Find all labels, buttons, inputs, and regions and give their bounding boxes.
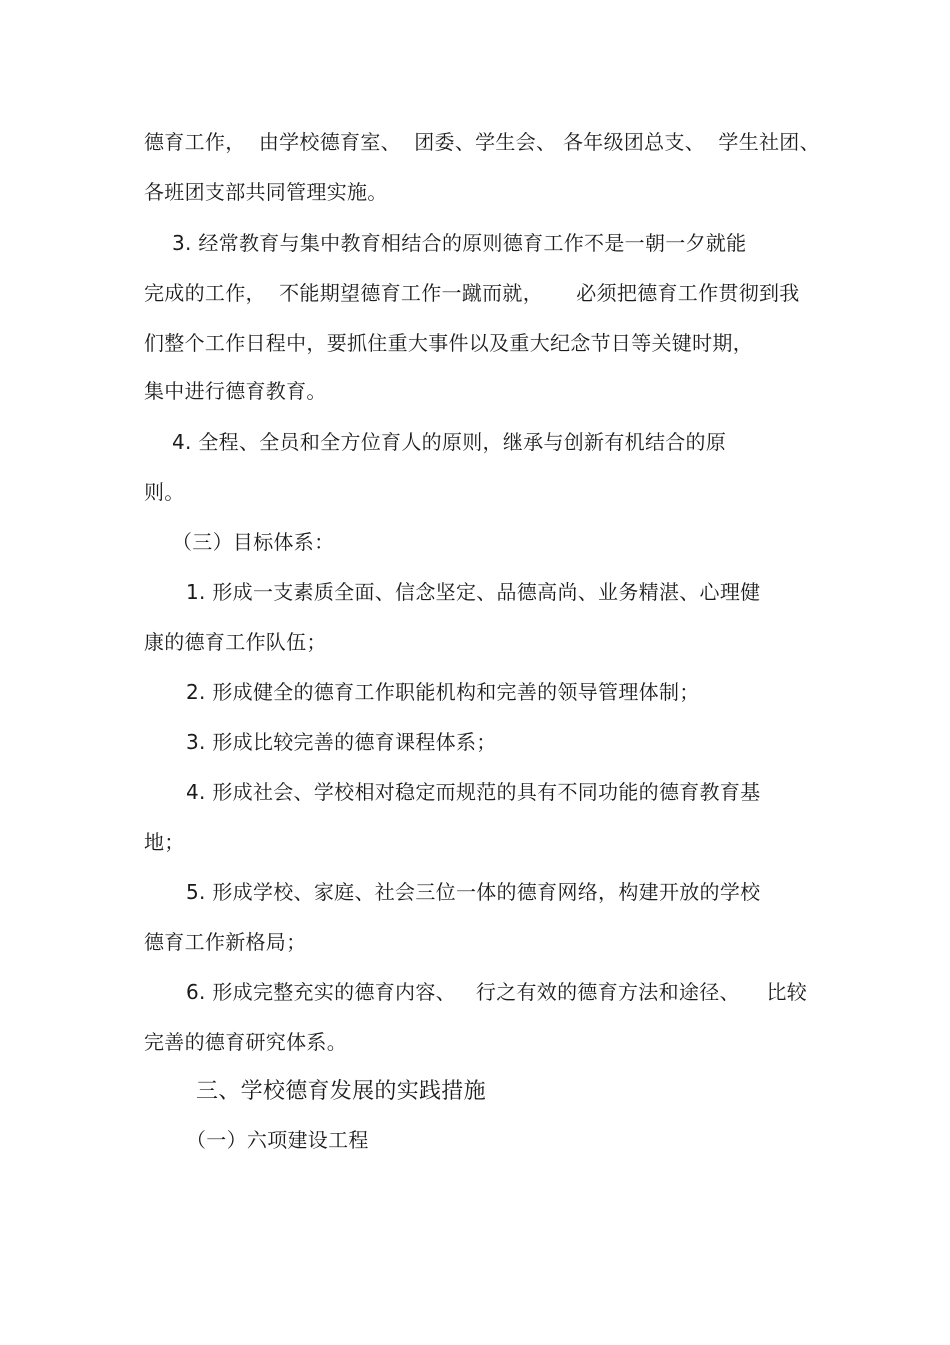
text-line-16: 5. 形成学校、家庭、社会三位一体的德育网络，构建开放的学校 bbox=[186, 880, 761, 904]
text-line-12: 2. 形成健全的德育工作职能机构和完善的领导管理体制； bbox=[186, 680, 700, 704]
text-line-3: 3. 经常教育与集中教育相结合的原则德育工作不是一朝一夕就能 bbox=[172, 231, 747, 255]
text-line-15: 地； bbox=[144, 830, 185, 854]
text-line-7: 4. 全程、全员和全方位育人的原则，继承与创新有机结合的原 bbox=[172, 430, 727, 454]
text-line-11: 康的德育工作队伍； bbox=[144, 630, 327, 654]
text-line-14: 4. 形成社会、学校相对稳定而规范的具有不同功能的德育教育基 bbox=[186, 780, 761, 804]
text-line-5: 们整个工作日程中，要抓住重大事件以及重大纪念节日等关键时期， bbox=[144, 331, 753, 355]
text-line-1: 德育工作， 由学校德育室、 团委、学生会、 各年级团总支、 学生社团、 bbox=[144, 130, 820, 154]
text-line-19: 完善的德育研究体系。 bbox=[144, 1030, 347, 1054]
text-line-17: 德育工作新格局； bbox=[144, 930, 307, 954]
section-subtitle-goals: （三）目标体系： bbox=[172, 530, 335, 554]
text-line-8: 则。 bbox=[144, 480, 185, 504]
text-line-6: 集中进行德育教育。 bbox=[144, 379, 327, 403]
text-line-10: 1. 形成一支素质全面、信念坚定、品德高尚、业务精湛、心理健 bbox=[186, 580, 761, 604]
section-heading-practice: 三、学校德育发展的实践措施 bbox=[196, 1079, 486, 1104]
text-line-2: 各班团支部共同管理实施。 bbox=[144, 180, 388, 204]
text-line-4: 完成的工作， 不能期望德育工作一蹴而就， 必须把德育工作贯彻到我 bbox=[144, 281, 800, 305]
text-line-18: 6. 形成完整充实的德育内容、 行之有效的德育方法和途径、 比较 bbox=[186, 980, 808, 1004]
section-subtitle-projects: （一）六项建设工程 bbox=[186, 1128, 369, 1152]
text-line-13: 3. 形成比较完善的德育课程体系； bbox=[186, 730, 497, 754]
